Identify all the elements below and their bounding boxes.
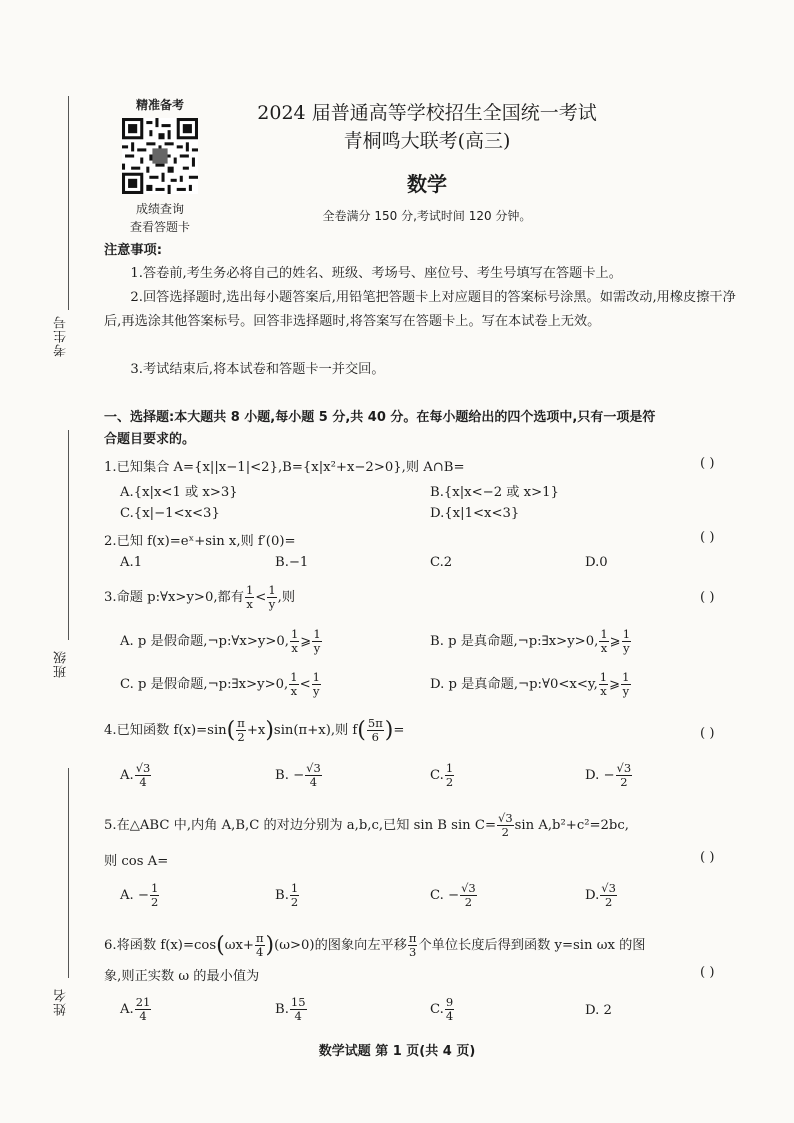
question-6-option-b: B. $\frac{15}{4}$: [275, 995, 306, 1023]
class-label: 班级: [54, 650, 69, 678]
question-5-option-d: D. $\frac{√3}{2}$: [585, 881, 616, 909]
question-6-answer-blank: ( ): [700, 965, 715, 980]
question-2-stem: 2.已知 f(x)=eˣ+sin x,则 f′(0)=: [104, 534, 296, 549]
exam-number-label: 考生号: [54, 315, 69, 357]
question-3-option-d: D. p 是真命题,¬p:∀0<x<y, $\frac{1}{x}$ ⩾ $\frac{1}{y}$: [430, 670, 630, 698]
question-4-option-a: A. $\frac{√3}{4}$: [120, 761, 151, 789]
question-1-stem: 1.已知集合 A={x||x−1|<2},B={x|x²+x−2>0},则 A∩B=: [104, 460, 465, 475]
exam-title: 2024 届普通高等学校招生全国统一考试: [257, 102, 597, 124]
question-3-stem: 3.命题 p:∀x>y>0,都有 $\frac{1}{x}$ < $\frac{1}{y}$ ,则: [104, 583, 296, 611]
question-5-option-c: C. − $\frac{√3}{2}$: [430, 881, 476, 909]
question-6-option-c: C. $\frac{9}{4}$: [430, 995, 454, 1023]
fraction: $\frac{1}{y}$: [268, 583, 276, 611]
question-4-option-c: C. $\frac{1}{2}$: [430, 761, 454, 789]
question-6-stem-line2: 象,则正实数 ω 的最小值为: [104, 969, 260, 984]
question-1-option-a: A.{x|x<1 或 x>3}: [120, 485, 238, 500]
question-5-option-a: A. − $\frac{1}{2}$: [120, 881, 159, 909]
question-1-option-c: C.{x|−1<x<3}: [120, 506, 220, 521]
subject-title: 数学: [407, 172, 447, 196]
question-3-option-a: A. p 是假命题,¬p:∀x>y>0, $\frac{1}{x}$ ⩾ $\frac{1}{y}$: [120, 627, 321, 655]
question-2-option-c: C.2: [430, 555, 453, 570]
question-5-stem: 5.在△ABC 中,内角 A,B,C 的对边分别为 a,b,c,已知 sin B sin C= $\frac{√3}{2}$ sin A,b²+c²=2bc,: [104, 811, 629, 839]
question-6-option-d: D. 2: [585, 1003, 612, 1018]
binding-line-middle: [68, 430, 69, 640]
section-heading-line2: 合题目要求的。: [104, 432, 196, 447]
note-item-2: 2.回答选择题时,选出每小题答案后,用铅笔把答题卡上对应题目的答案标号涂黑。如需改动,用橡皮擦干净后,再选涂其他答案标号。回答非选择题时,将答案写在答题卡上。写在本试卷上无效。: [104, 290, 736, 329]
question-6-stem: 6.将函数 f(x)=cos(ωx+ $\frac{\pi}{4}$ )(ω>0)的图象向左平移 $\frac{\pi}{3}$ 个单位长度后得到函数 y=sin ωx 的图: [104, 931, 646, 959]
question-5-stem-line2: 则 cos A=: [104, 854, 169, 869]
exam-subtitle: 青桐鸣大联考(高三): [343, 130, 511, 152]
question-1-answer-blank: ( ): [700, 456, 715, 471]
question-2-answer-blank: ( ): [700, 530, 715, 545]
question-1-option-d: D.{x|1<x<3}: [430, 506, 520, 521]
question-2-option-b: B.−1: [275, 555, 309, 570]
notes-heading: 注意事项:: [104, 243, 163, 258]
question-4-stem: 4.已知函数 f(x)=sin( $\frac{\pi}{2}$ +x)sin(π+x),则 f( $\frac{5\pi}{6}$ )=: [104, 716, 405, 744]
question-3-answer-blank: ( ): [700, 590, 715, 605]
note-item-3: 3.考试结束后,将本试卷和答题卡一并交回。: [130, 362, 385, 377]
question-4-option-d: D. − $\frac{√3}{2}$: [585, 761, 632, 789]
question-4-option-b: B. − $\frac{√3}{4}$: [275, 761, 321, 789]
qr-caption-score: 成绩查询: [135, 202, 184, 216]
question-6-option-a: A. $\frac{21}{4}$: [120, 995, 151, 1023]
qr-top-caption: 精准备考: [135, 98, 184, 112]
qr-caption-answer-card: 查看答题卡: [129, 220, 190, 234]
question-1-option-b: B.{x|x<−2 或 x>1}: [430, 485, 559, 500]
question-2-option-a: A.1: [120, 555, 143, 570]
exam-meta: 全卷满分 150 分,考试时间 120 分钟。: [322, 209, 532, 223]
binding-line-bottom: [68, 768, 69, 978]
note-item-1: 1.答卷前,考生务必将自己的姓名、班级、考场号、座位号、考生号填写在答题卡上。: [130, 266, 622, 281]
section-heading-line1: 一、选择题:本大题共 8 小题,每小题 5 分,共 40 分。在每小题给出的四个选项中,只有一项是符: [104, 410, 656, 425]
fraction: $\frac{1}{x}$: [245, 583, 254, 611]
question-3-option-c: C. p 是假命题,¬p:∃x>y>0, $\frac{1}{x}$ < $\frac{1}{y}$: [120, 670, 320, 698]
name-label: 姓名: [54, 988, 69, 1016]
question-5-answer-blank: ( ): [700, 850, 715, 865]
question-5-option-b: B. $\frac{1}{2}$: [275, 881, 299, 909]
question-3-option-b: B. p 是真命题,¬p:∃x>y>0, $\frac{1}{x}$ ⩾ $\frac{1}{y}$: [430, 627, 631, 655]
page-footer: 数学试题 第 1 页(共 4 页): [318, 1044, 476, 1059]
question-4-answer-blank: ( ): [700, 726, 715, 741]
question-2-option-d: D.0: [585, 555, 608, 570]
